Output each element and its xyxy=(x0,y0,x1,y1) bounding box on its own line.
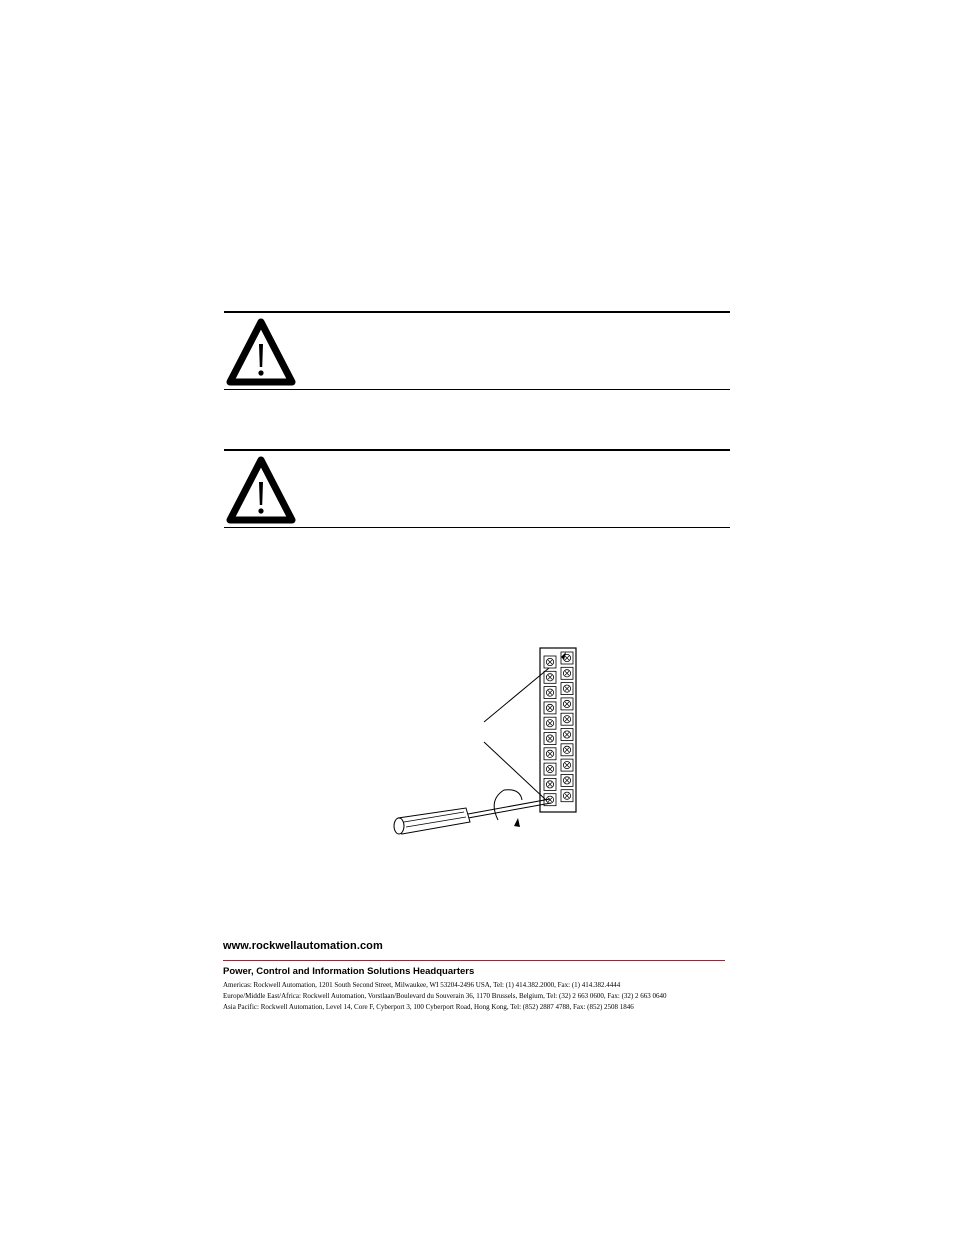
footer-hq-title: Power, Control and Information Solutions Headquarters xyxy=(223,966,475,977)
footer-address-americas: Americas: Rockwell Automation, 1201 South Second Street, Milwaukee, WI 53204-2496 USA, Tel: (1) 414.382.2000, Fax: (1) 414.382.4444 xyxy=(223,981,621,989)
footer-url[interactable]: www.rockwellautomation.com xyxy=(223,940,383,952)
screwdriver xyxy=(394,799,551,834)
footer-divider xyxy=(223,960,725,961)
rotation-arrowhead xyxy=(514,818,520,827)
leader-line xyxy=(484,668,549,722)
warning-triangle-icon xyxy=(226,456,296,524)
footer-address-asia-pacific: Asia Pacific: Rockwell Automation, Level 14, Core F, Cyberport 3, 100 Cyberport Road, Hong Kong, Tel: (852) 2887 4788, Fax: (852) 2508 1846 xyxy=(223,1003,634,1011)
terminal-block-screwdriver-illustration xyxy=(380,640,600,840)
warning-triangle-icon xyxy=(226,318,296,386)
warning-block xyxy=(224,449,730,528)
warning-block xyxy=(224,311,730,390)
footer-address-emea: Europe/Middle East/Africa: Rockwell Automation, Vorstlaan/Boulevard du Souverain 36, 1170 Brussels, Belgium, Tel: (32) 2 663 0600, Fax: (32) 2 663 0640 xyxy=(223,992,667,1000)
